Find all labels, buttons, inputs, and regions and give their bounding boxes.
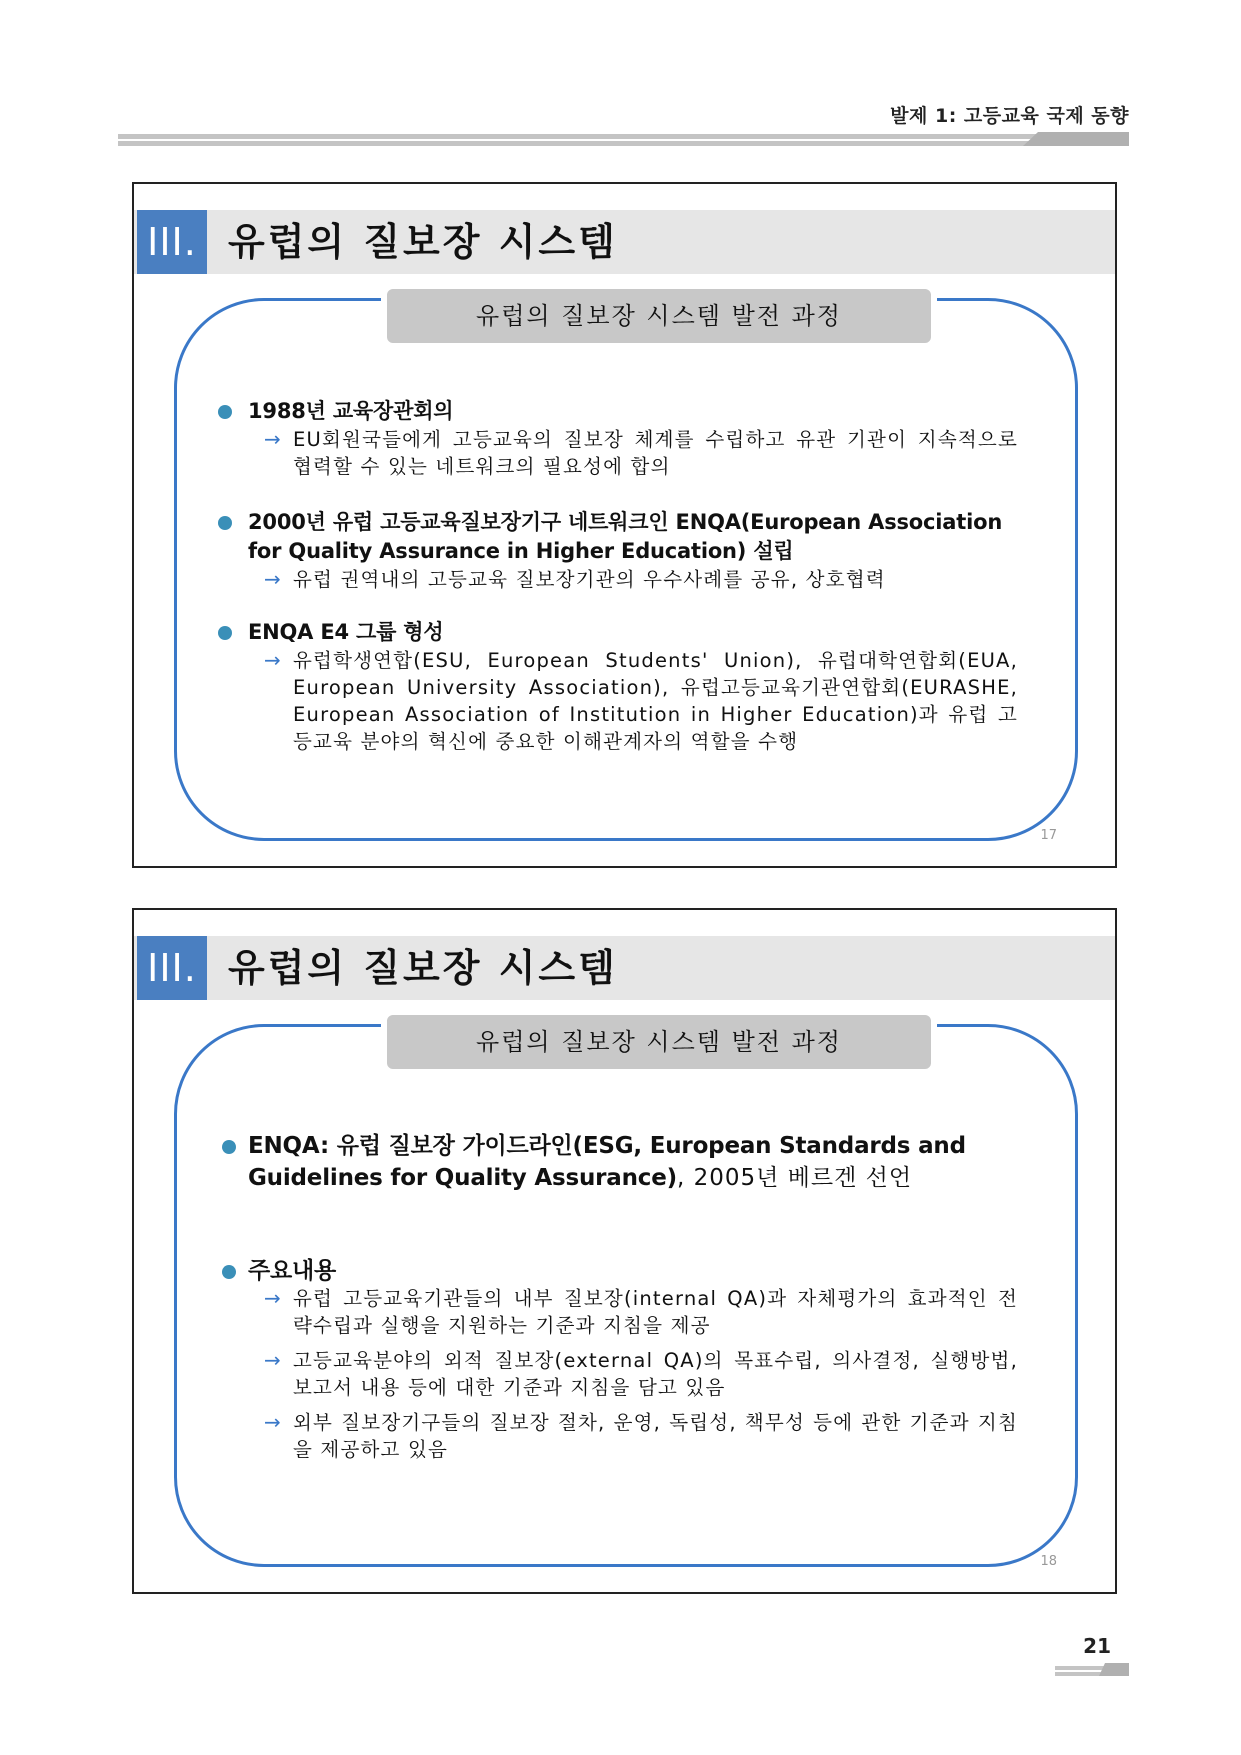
bullet-heading: 1988년 교육장관회의: [248, 399, 454, 423]
sub-item: [264, 566, 1018, 593]
bullet-dot-icon: [222, 1140, 236, 1154]
bullet-item: [218, 508, 1018, 593]
sub-item: [264, 1347, 1018, 1401]
bullet-heading: 주요내용: [248, 1258, 337, 1284]
slide-18: [132, 908, 1117, 1594]
slide-title-band: [134, 210, 1115, 274]
arrow-icon: →: [264, 1348, 282, 1372]
arrow-icon: →: [264, 648, 282, 672]
bullet-dot-icon: [218, 516, 232, 530]
bullet-item: [218, 1255, 1018, 1463]
bullet-item: [218, 618, 1018, 755]
sub-item-text: 유럽 권역내의 고등교육 질보장기관의 우수사례를 공유, 상호협력: [293, 568, 886, 591]
slide-number: 18: [1040, 1554, 1057, 1569]
section-number: III.: [137, 936, 207, 1000]
arrow-icon: →: [264, 1286, 282, 1310]
bullet-heading-bold: ENQA: 유럽 질보장 가이드라인(ESG, European Standards and Guidelines for Quality Assurance): [248, 1133, 966, 1191]
slide-subtitle: 유럽의 질보장 시스템 발전 과정: [381, 283, 937, 349]
arrow-icon: →: [264, 567, 282, 591]
slide-17: [132, 182, 1117, 868]
sub-item: [264, 426, 1018, 480]
bullet-dot-icon: [222, 1265, 236, 1279]
bullet-item: [218, 1130, 1018, 1194]
sub-item: [264, 1285, 1018, 1339]
bullet-heading-tail: , 2005년 베르겐 선언: [676, 1165, 913, 1191]
bullet-dot-icon: [218, 626, 232, 640]
sub-item: [264, 647, 1018, 755]
slide-title-band: [134, 936, 1115, 1000]
bullet-dot-icon: [218, 405, 232, 419]
sub-item-text: 유럽 고등교육기관들의 내부 질보장(internal QA)과 자체평가의 효과적인 전략수립과 실행을 지원하는 기준과 지침을 제공: [293, 1287, 1018, 1337]
footer-rule: [1055, 1663, 1129, 1677]
slide-title: 유럽의 질보장 시스템: [228, 220, 618, 264]
arrow-icon: →: [264, 427, 282, 451]
section-number: III.: [137, 210, 207, 274]
bullet-heading: ENQA E4 그룹 형성: [248, 620, 444, 644]
page-number: 21: [1083, 1634, 1111, 1658]
slide-title: 유럽의 질보장 시스템: [228, 946, 618, 990]
slide-subtitle: 유럽의 질보장 시스템 발전 과정: [381, 1009, 937, 1075]
slide-number: 17: [1040, 828, 1057, 843]
sub-item: [264, 1409, 1018, 1463]
arrow-icon: →: [264, 1410, 282, 1434]
bullet-heading: 2000년 유럽 고등교육질보장기구 네트워크인 ENQA(European Association for Quality Assurance in Higher Education) 설립: [248, 510, 1003, 563]
bullet-heading: [248, 1130, 1018, 1194]
bullet-item: [218, 397, 1018, 480]
sub-item-text: EU회원국들에게 고등교육의 질보장 체계를 수립하고 유관 기관이 지속적으로 협력할 수 있는 네트워크의 필요성에 합의: [293, 428, 1018, 478]
sub-item-text: 고등교육분야의 외적 질보장(external QA)의 목표수립, 의사결정, 실행방법, 보고서 내용 등에 대한 기준과 지침을 담고 있음: [293, 1349, 1018, 1399]
sub-item-text: 유럽학생연합(ESU, European Students' Union), 유럽대학연합회(EUA, European University Association), 유럽고등교육기관연합회(EURASHE, European Association of Institution in Higher Education)과 유럽 고등교육 분야의 혁신에 중요한 이해관계자의 역할을 수행: [293, 649, 1018, 753]
sub-item-text: 외부 질보장기구들의 질보장 절차, 운영, 독립성, 책무성 등에 관한 기준과 지침을 제공하고 있음: [293, 1411, 1018, 1461]
header-rule: [118, 132, 1129, 148]
running-header: 발제 1: 고등교육 국제 동향: [890, 105, 1129, 127]
